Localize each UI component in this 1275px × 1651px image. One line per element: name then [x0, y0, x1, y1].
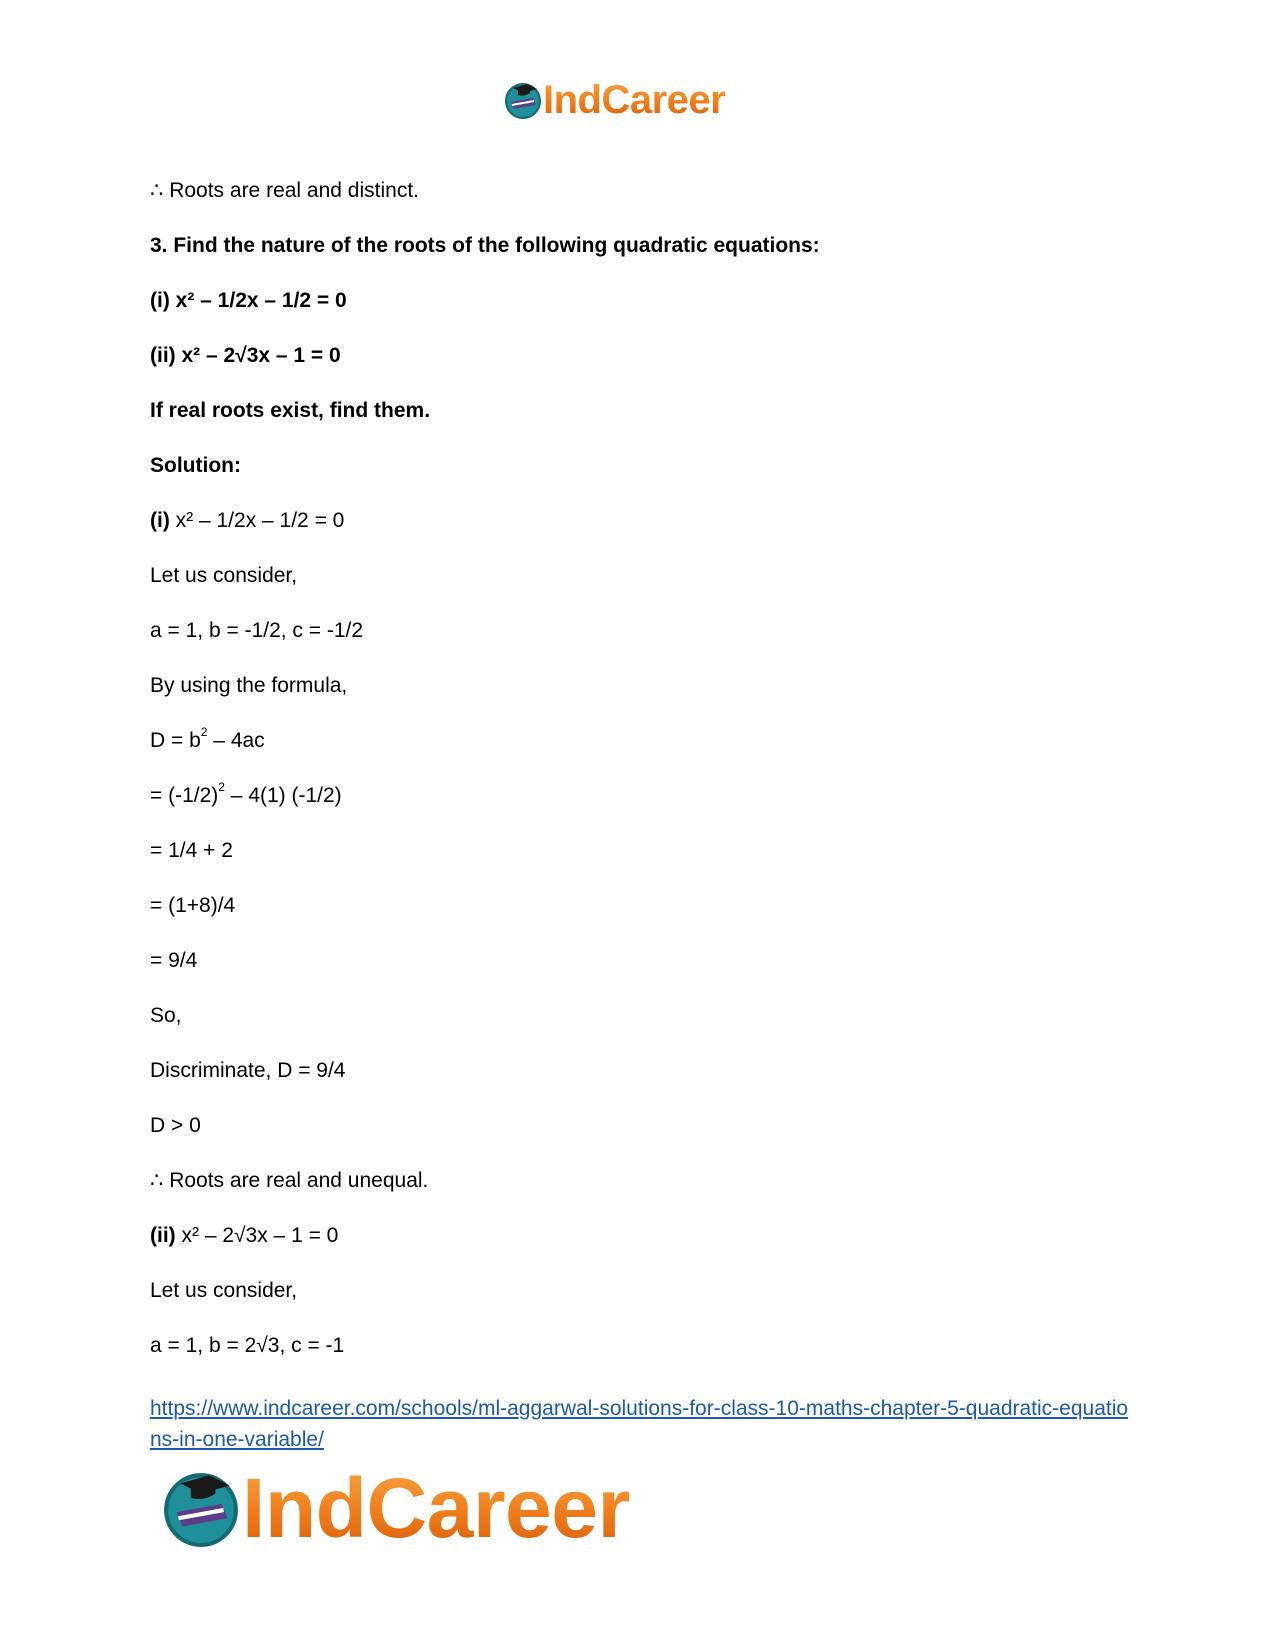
- equation-text: x² – 2√3x – 1 = 0: [175, 1224, 339, 1247]
- formula-part: = (-1/2): [150, 784, 219, 807]
- footer-logo: [160, 1461, 630, 1555]
- solution-part-ii: [150, 1221, 1150, 1276]
- formula-part: – 4ac: [207, 729, 265, 752]
- exponent: 2: [200, 725, 208, 739]
- text-line: D > 0: [150, 1114, 201, 1137]
- text-line: So,: [150, 1004, 182, 1027]
- text-line: a = 1, b = 2√3, c = -1: [150, 1334, 345, 1357]
- question-heading: 3. Find the nature of the roots of the following quadratic equations:: [150, 234, 820, 257]
- question-part-ii: (ii) x² – 2√3x – 1 = 0: [150, 344, 341, 367]
- text-line: By using the formula,: [150, 674, 348, 697]
- part-label: (ii): [150, 1224, 176, 1247]
- text-line: Let us consider,: [150, 564, 298, 587]
- graduation-globe-icon: [503, 80, 543, 120]
- logo-text: IndCareer: [242, 1461, 630, 1555]
- logo-text: IndCareer: [543, 78, 726, 122]
- text-line: ∴ Roots are real and distinct.: [150, 179, 419, 202]
- question-part-i: (i) x² – 1/2x – 1/2 = 0: [150, 289, 347, 312]
- text-line: Let us consider,: [150, 1279, 298, 1302]
- solution-part-i: [150, 506, 1150, 561]
- source-link[interactable]: https://www.indcareer.com/schools/ml-aggarwal-solutions-for-class-10-maths-chapter-5-quadratic-equations-in-one-variable/: [150, 1397, 1129, 1451]
- text-line: Discriminate, D = 9/4: [150, 1059, 346, 1082]
- solution-heading: Solution:: [150, 454, 241, 477]
- equation-text: x² – 1/2x – 1/2 = 0: [169, 509, 345, 532]
- formula-line: [150, 781, 1150, 836]
- graduation-globe-icon: [160, 1467, 242, 1549]
- text-line: = 1/4 + 2: [150, 839, 233, 862]
- exponent: 2: [218, 780, 225, 794]
- text-line: = 9/4: [150, 949, 198, 972]
- formula-part: – 4(1) (-1/2): [224, 784, 342, 807]
- header-logo: [503, 80, 725, 120]
- formula-line: [150, 726, 1150, 781]
- formula-part: D = b: [150, 729, 201, 752]
- part-label: (i): [150, 509, 170, 532]
- text-line: = (1+8)/4: [150, 894, 236, 917]
- question-instruction: If real roots exist, find them.: [150, 399, 431, 422]
- document-body: [150, 176, 1150, 1386]
- text-line: ∴ Roots are real and unequal.: [150, 1169, 429, 1192]
- text-line: a = 1, b = -1/2, c = -1/2: [150, 619, 364, 642]
